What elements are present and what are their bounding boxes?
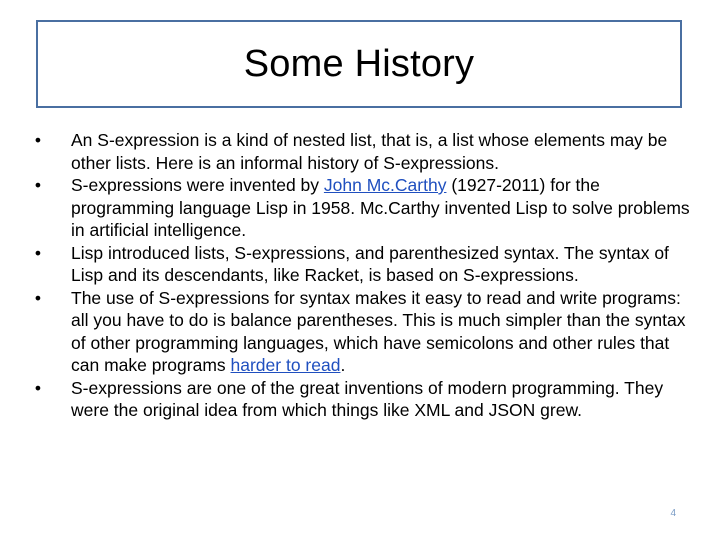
bullet-text-3: Lisp introduced lists, S-expressions, and parenthesized syntax. The syntax of Lisp and its descendants, like Racket, is based on S-expressions. [71,242,669,285]
bullet-item-5 [30,377,690,422]
harder-to-read-link[interactable]: harder to read [230,355,341,375]
bullet-item-2 [30,174,690,242]
slide-title: Some History [243,42,475,85]
bullet-icon: • [34,175,42,195]
bullet-text-1: An S-expression is a kind of nested list, that is, a list whose elements may be other lists. Here is an informal history of S-expressions. [71,130,668,173]
bullet-text-2a: S-expressions were invented by [71,175,324,195]
bullet-text-4b: . [340,355,346,375]
bullet-text-4a: The use of S-expressions for syntax makes it easy to read and write programs: all you have to do is balance parentheses. This is much simpler than the syntax of other programming languages, which have semicolons and other rules that can make programs [71,287,686,375]
bullet-icon: • [34,130,42,150]
john-mccarthy-link[interactable]: John Mc.Carthy [323,175,447,195]
bullet-text-5: S-expressions are one of the great inventions of modern programming. They were the original idea from which things like XML and JSON grew. [71,377,664,420]
bullet-item-3 [30,242,690,287]
bullet-icon: • [34,377,42,398]
bullet-item-1 [30,129,690,174]
bullet-text-2b: (1927-2011) for the programming language Lisp in 1958. Mc.Carthy invented Lisp to solve problems in artificial intelligence. [71,175,690,240]
bullet-icon: • [34,287,42,308]
page-number: 4 [670,508,676,519]
bullet-icon: • [34,242,42,263]
title-box [36,20,682,108]
bullet-item-4 [30,287,690,377]
bullet-list [30,129,690,422]
